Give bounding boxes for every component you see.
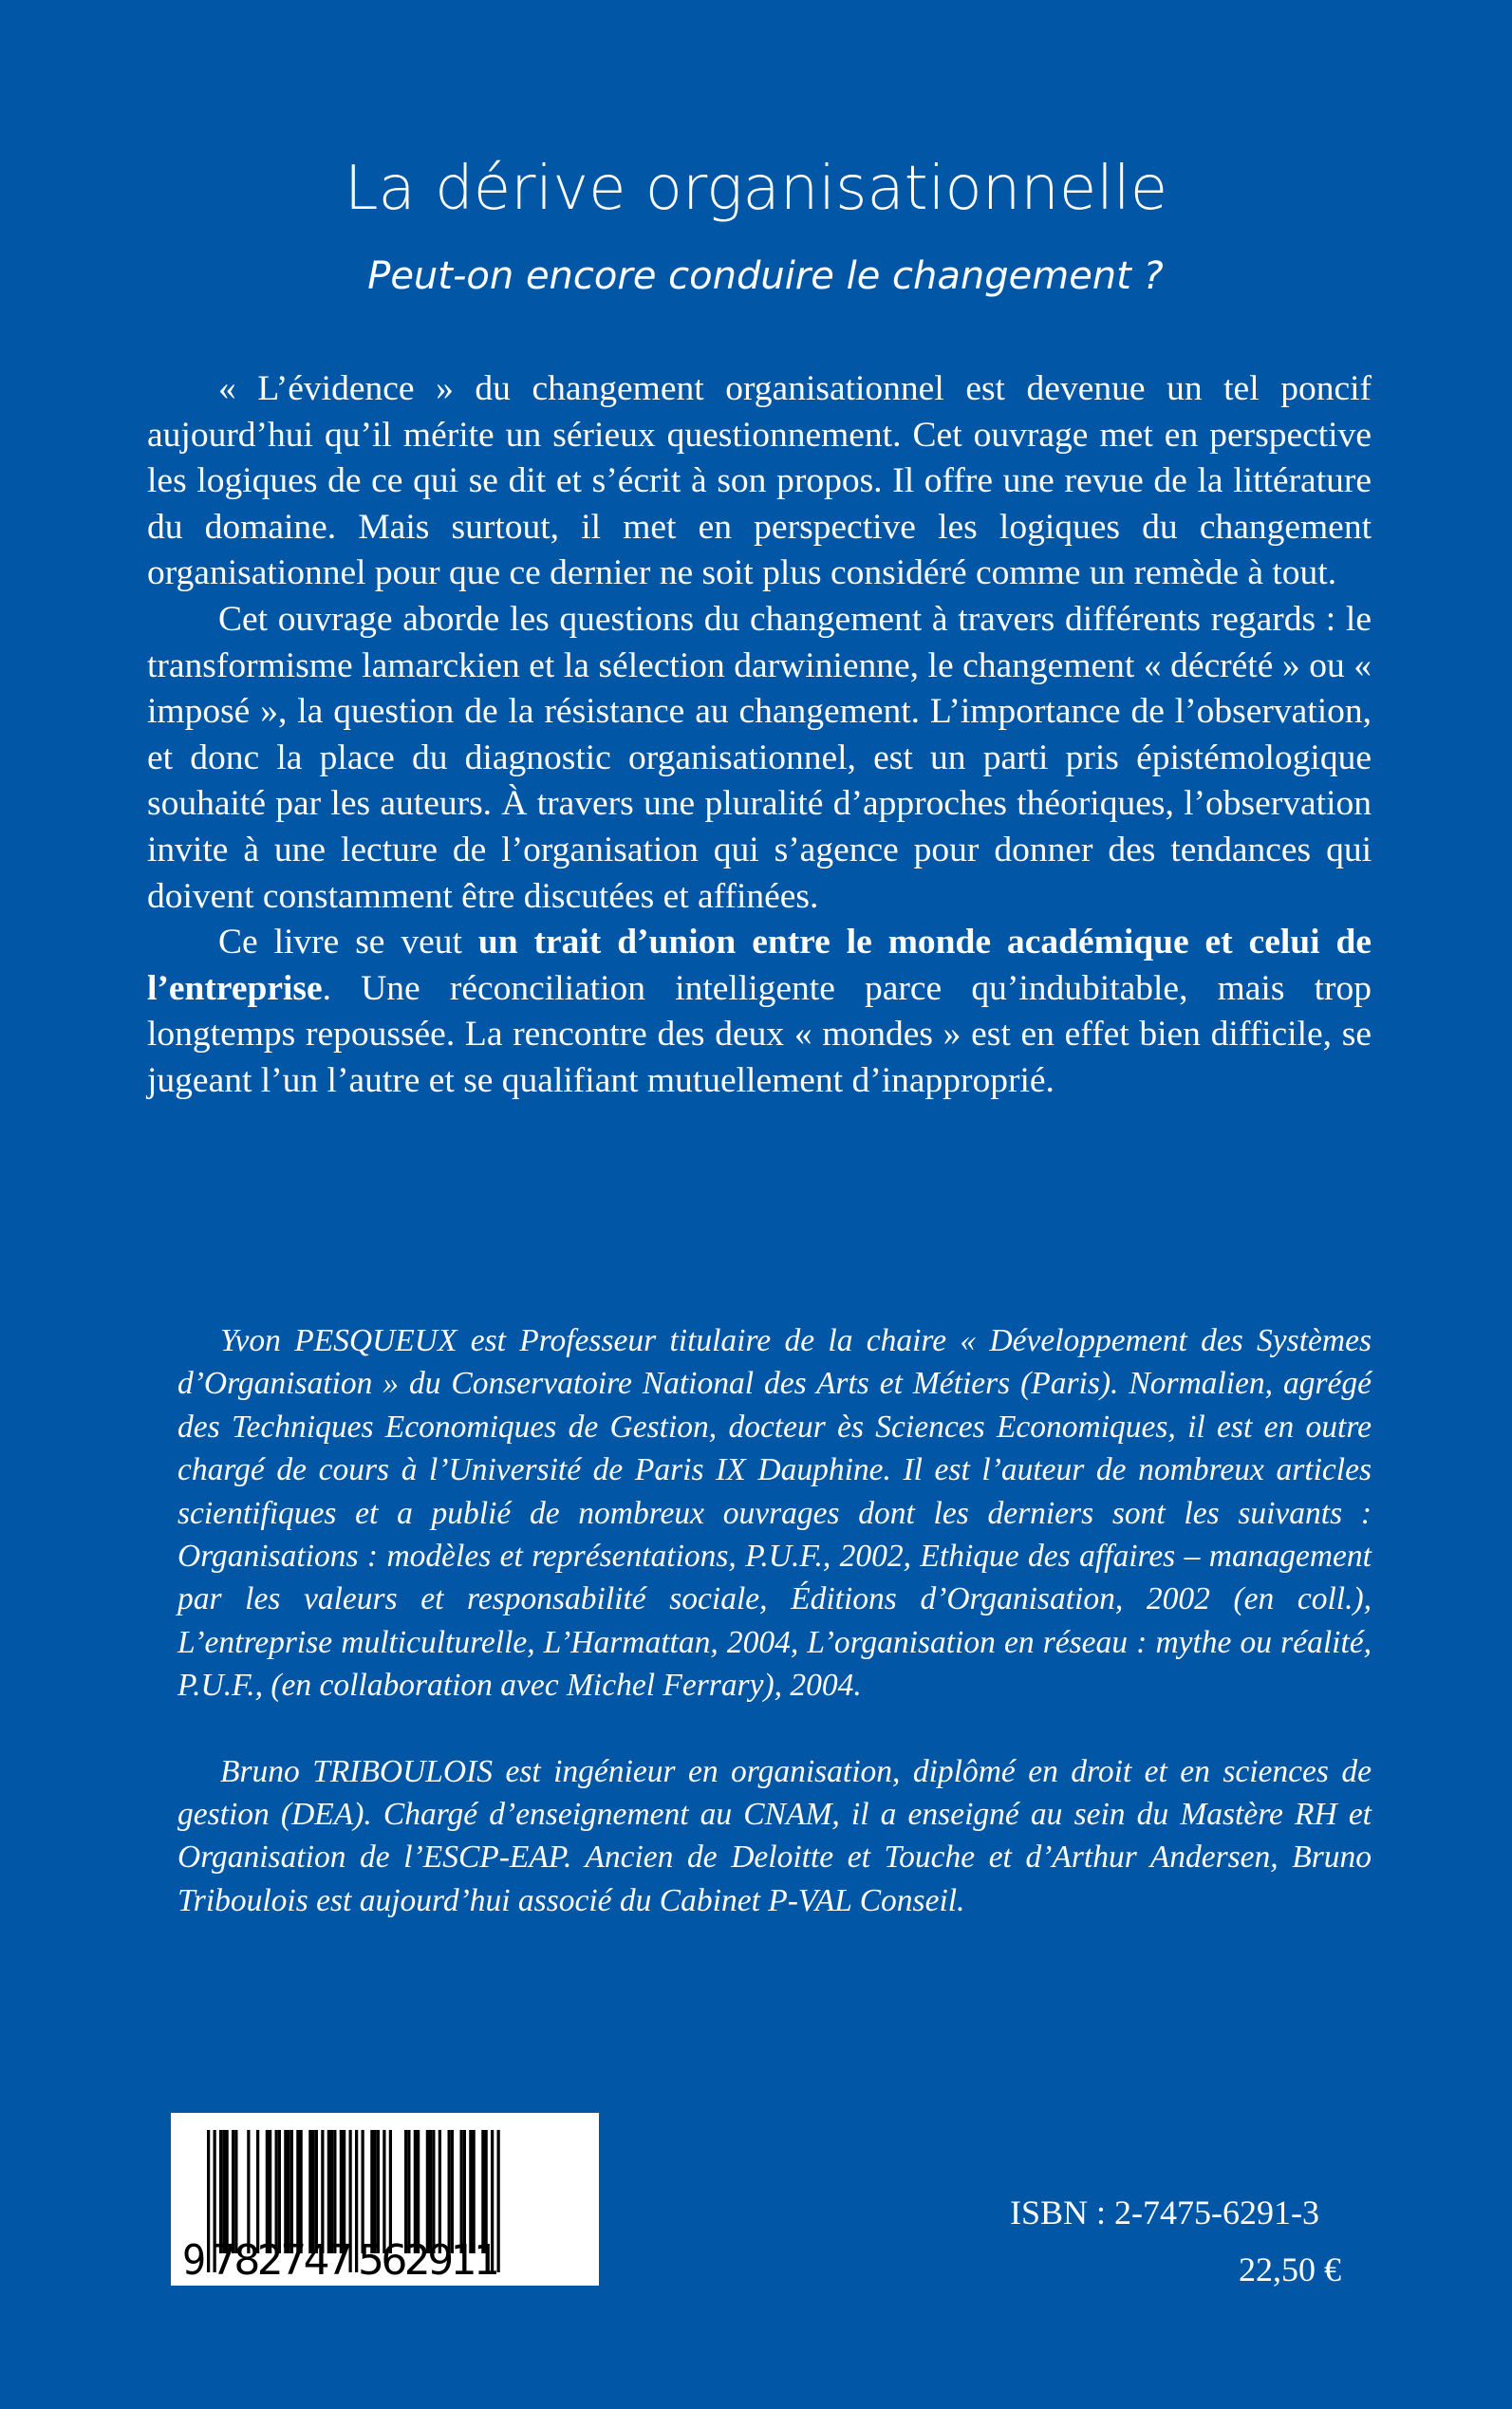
barcode-bar bbox=[266, 2130, 269, 2253]
barcode-bar bbox=[370, 2130, 373, 2253]
barcode-bar bbox=[333, 2130, 336, 2253]
barcode-bar bbox=[432, 2130, 435, 2253]
barcode-bar bbox=[377, 2130, 380, 2253]
summary-paragraph bbox=[147, 920, 1372, 1104]
book-subtitle: Peut-on encore conduire le changement ? bbox=[367, 254, 1164, 298]
barcode-bar bbox=[290, 2130, 293, 2253]
barcode-bar bbox=[296, 2130, 299, 2253]
barcode-bar bbox=[407, 2130, 410, 2253]
barcode-bar bbox=[278, 2130, 281, 2253]
barcode-bar bbox=[481, 2130, 484, 2253]
barcode-bar bbox=[312, 2130, 315, 2253]
barcode-bar bbox=[473, 2130, 476, 2253]
text-span: Ce livre se veut bbox=[218, 923, 478, 962]
barcode-bar bbox=[330, 2130, 333, 2253]
barcode-bar bbox=[300, 2130, 303, 2253]
barcode-bar bbox=[374, 2130, 377, 2253]
barcode-bar bbox=[247, 2130, 250, 2253]
barcode-bar bbox=[426, 2130, 429, 2253]
barcode-bar bbox=[429, 2130, 432, 2253]
author-bio: Yvon PESQUEUX est Professeur titulaire de la chaire « Développement des Systèmes d’Organisation » du Conservatoire National des Arts et Métiers (Paris). Normalien, agrégé des Techniques Economiques de Gestion, docteur ès Sciences Economiques, il est en outre chargé de cours à l’Université de Paris IX Dauphine. Il est l’auteur de nombreux articles scientifiques et a publié de nombreux ouvrages dont les derniers sont les suivants : Organisations : modèles et représentations, P.U.F., 2002, Ethique des affaires – management par les valeurs et responsabilité sociale, Éditions d’Organisation, 2002 (en coll.), L’entreprise multiculturelle, L’Harmattan, 2004, L’organisation en réseau : mythe ou réalité, P.U.F., (en collaboration avec Michel Ferrary), 2004. bbox=[177, 1323, 1372, 1704]
barcode-bar bbox=[389, 2130, 392, 2253]
barcode-bar bbox=[207, 2130, 210, 2272]
barcode-bar bbox=[315, 2130, 318, 2253]
barcode-bar bbox=[383, 2130, 385, 2253]
barcode-bar bbox=[362, 2130, 364, 2253]
barcode-digit-first: 9 bbox=[182, 2236, 207, 2285]
barcode-bar bbox=[469, 2130, 472, 2253]
barcode-bar bbox=[327, 2130, 330, 2253]
barcode-bar bbox=[234, 2130, 237, 2253]
bold-emphasis: un trait d’union entre le monde académique et celui de l’entreprise bbox=[147, 923, 1372, 1008]
barcode-bar bbox=[414, 2130, 417, 2253]
barcode-bar bbox=[308, 2130, 311, 2253]
barcode-bar bbox=[460, 2130, 463, 2253]
barcode-bar bbox=[485, 2130, 488, 2253]
barcode-bar bbox=[343, 2130, 345, 2253]
barcode-bar bbox=[439, 2130, 441, 2253]
barcode bbox=[171, 2113, 599, 2286]
barcode-bar bbox=[448, 2130, 451, 2253]
barcode-bars bbox=[171, 2113, 599, 2286]
barcode-bar bbox=[275, 2130, 278, 2253]
barcode-bar bbox=[256, 2130, 259, 2253]
barcode-bar bbox=[219, 2130, 222, 2253]
barcode-bar bbox=[232, 2130, 234, 2253]
price: 22,50 € bbox=[1239, 2250, 1341, 2288]
barcode-digits-left: 782747 bbox=[211, 2236, 353, 2285]
author-bio: Bruno TRIBOULOIS est ingénieur en organisation, diplômé en droit et en sciences de gestion (DEA). Chargé d’enseignement au CNAM, il a enseigné au sein du Mastère RH et Organisation de l’ESCP-EAP. Ancien de Deloitte et Touche et d’Arthur Andersen, Bruno Triboulois est aujourd’hui associé du Cabinet P-VAL Conseil. bbox=[177, 1753, 1372, 1918]
barcode-bar bbox=[284, 2130, 287, 2253]
barcode-bar bbox=[417, 2130, 420, 2253]
barcode-bar bbox=[226, 2130, 229, 2253]
summary-paragraph: Cet ouvrage aborde les questions du changement à travers différents regards : le transformisme lamarckien et la sélection darwinienne, le changement « décrété » ou « imposé », la question de la résistance au changement. L’importance de l’observation, et donc la place du diagnostic organisationnel, est un parti pris épistémologique souhaité par les auteurs. À travers une pluralité d’approches théoriques, l’observation invite à une lecture de l’organisation qui s’agence pour donner des tendances qui doivent constamment être discutées et affinées. bbox=[147, 599, 1372, 916]
barcode-bar bbox=[288, 2130, 290, 2253]
text-span: . Une réconciliation intelligente parce qu’indubitable, mais trop longtemps repoussée. La rencontre des deux « mondes » est en effet bien difficile, se jugeant l’un l’autre et se qualifiant mutuellement d’inapproprié. bbox=[147, 968, 1372, 1100]
barcode-bar bbox=[321, 2130, 324, 2253]
barcode-bar bbox=[451, 2130, 454, 2253]
author-bios bbox=[177, 1319, 1372, 1965]
isbn: ISBN : 2-7475-6291-3 bbox=[1010, 2194, 1319, 2232]
book-title: La dérive organisationnelle bbox=[344, 154, 1168, 224]
summary-text bbox=[147, 366, 1372, 1105]
summary-paragraph: « L’évidence » du changement organisationnel est devenue un tel poncif aujourd’hui qu’il mérite un sérieux questionnement. Cet ouvrage met en perspective les logiques de ce qui se dit et s’écrit à son propos. Il offre une revue de la littérature du domaine. Mais surtout, il met en perspective les logiques du changement organisationnel pour que ce dernier ne soit plus considéré comme un remède à tout. bbox=[147, 369, 1372, 593]
barcode-bar bbox=[269, 2130, 271, 2253]
barcode-bar bbox=[463, 2130, 466, 2253]
barcode-digits-right: 562911 bbox=[358, 2236, 500, 2285]
barcode-bar bbox=[340, 2130, 343, 2253]
barcode-bar bbox=[222, 2130, 225, 2253]
barcode-bar bbox=[404, 2130, 407, 2253]
